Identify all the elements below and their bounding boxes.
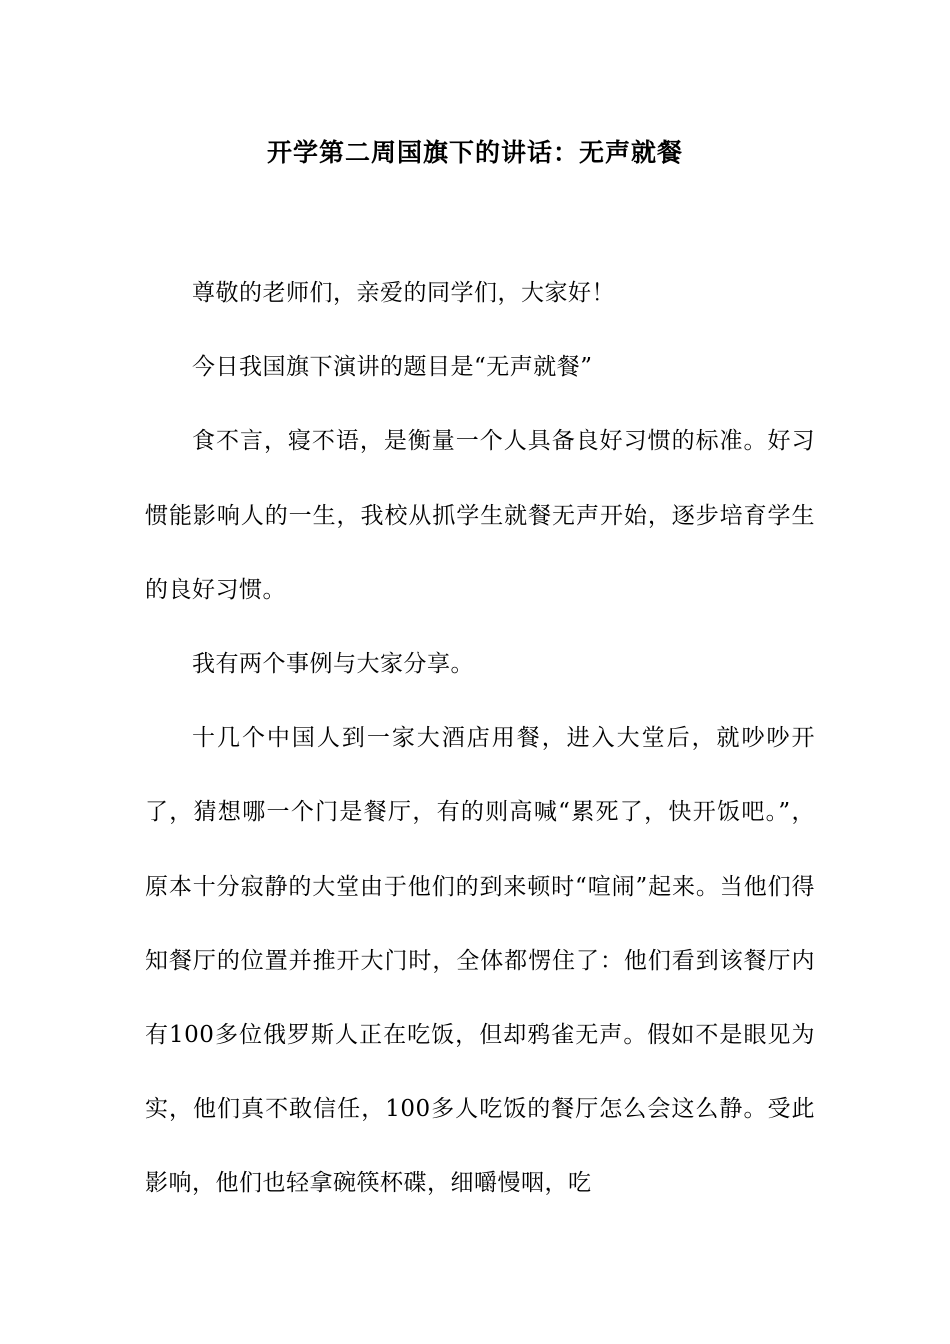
paragraph-topic: 今日我国旗下演讲的题目是“无声就餐” xyxy=(192,354,593,381)
paragraph-habits: 食不言，寝不语，是衡量一个人具备良好习惯的标准。好习惯能影响人的一生，我校从抓学生就餐无声开始，逐步培育学生的良好习惯。 xyxy=(145,428,815,603)
document-body xyxy=(145,256,815,1221)
paragraph-greeting: 尊敬的老师们，亲爱的同学们，大家好！ xyxy=(192,280,615,306)
document-title: 开学第二周国旗下的讲话：无声就餐 xyxy=(266,138,683,167)
paragraph-story: 十几个中国人到一家大酒店用餐，进入大堂后，就吵吵开了，猜想哪一个门是餐厅，有的则高喊“累死了，快开饭吧。”，原本十分寂静的大堂由于他们的到来顿时“喧闹”起来。当他们得知餐厅的位置并推开大门时，全体都愣住了：他们看到该餐厅内有100多位俄罗斯人正在吃饭，但却鸦雀无声。假如不是眼见为实，他们真不敢信任，100多人吃饭的餐厅怎么会这么静。受此影响，他们也轻拿碗筷杯碟，细嚼慢咽，吃 xyxy=(145,725,815,1197)
paragraph-examples-intro: 我有两个事例与大家分享。 xyxy=(192,651,474,678)
